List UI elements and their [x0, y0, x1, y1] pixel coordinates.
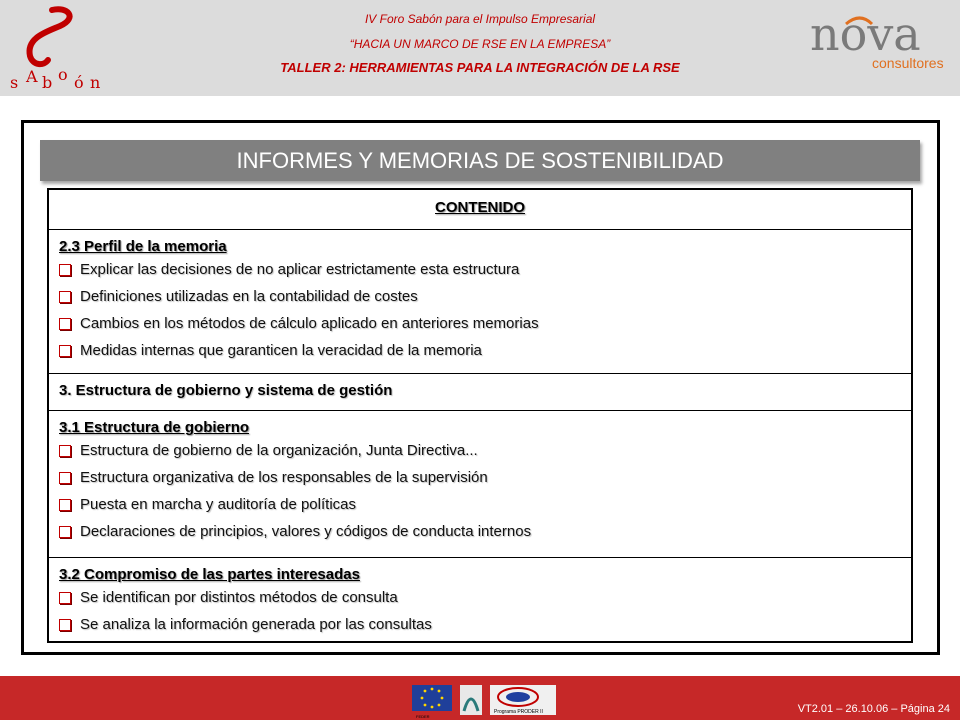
feder-label: FEDER — [416, 714, 430, 719]
section-row-3-1 — [49, 411, 911, 558]
section-row-3-2 — [49, 558, 911, 641]
list-item-text: Estructura de gobierno de la organización, Junta Directiva... — [80, 442, 478, 459]
checkbox-bullet-icon — [59, 318, 71, 330]
sabon-logo — [8, 4, 104, 92]
section-title: 3. Estructura de gobierno y sistema de gestión — [59, 382, 393, 399]
list-item — [59, 337, 911, 364]
logo-letter-a: A — [26, 67, 38, 86]
list-item — [59, 491, 911, 518]
content-table — [47, 188, 913, 643]
checkbox-bullet-icon — [59, 264, 71, 276]
checkbox-bullet-icon — [59, 619, 71, 631]
list-item — [59, 283, 911, 310]
list-item — [59, 611, 911, 638]
nova-logo — [808, 6, 956, 72]
list-item-text: Definiciones utilizadas en la contabilidad de costes — [80, 288, 418, 305]
logo-letter-n2: n — [90, 73, 101, 92]
section-title: 3.2 Compromiso de las partes interesadas — [59, 566, 360, 583]
section-title: 3.1 Estructura de gobierno — [59, 419, 250, 436]
list-item-text: Medidas internas que garanticen la veracidad de la memoria — [80, 342, 482, 359]
table-header-row — [49, 190, 911, 230]
proder-label: Programa PRODER II — [494, 709, 543, 715]
checkbox-bullet-icon — [59, 526, 71, 538]
checkbox-bullet-icon — [59, 291, 71, 303]
slide-title: INFORMES Y MEMORIAS DE SOSTENIBILIDAD — [40, 140, 920, 181]
list-item-text: Declaraciones de principios, valores y códigos de conducta internos — [80, 523, 532, 540]
list-item-text: Se analiza la información generada por las consultas — [80, 616, 432, 633]
list-item — [59, 437, 911, 464]
list-item-text: Cambios en los métodos de cálculo aplicado en anteriores memorias — [80, 315, 539, 332]
forum-subtitle: “HACIA UN MARCO DE RSE EN LA EMPRESA” — [349, 37, 611, 51]
list-item-text: Se identifican por distintos métodos de consulta — [80, 589, 398, 606]
list-item-text: Explicar las decisiones de no aplicar estrictamente esta estructura — [80, 261, 520, 278]
funding-logos — [410, 683, 560, 719]
list-item-text: Estructura organizativa de los responsables de la supervisión — [80, 469, 488, 486]
section-row-3 — [49, 374, 911, 411]
list-item — [59, 464, 911, 491]
forum-title: IV Foro Sabón para el Impulso Empresarial — [364, 12, 596, 26]
logo-letter-o1: o — [58, 65, 68, 84]
checkbox-bullet-icon — [59, 592, 71, 604]
logo-letter-s: s — [10, 73, 19, 92]
list-item — [59, 518, 911, 545]
list-item-text: Puesta en marcha y auditoría de políticas — [80, 496, 356, 513]
checkbox-bullet-icon — [59, 445, 71, 457]
header-text-block — [200, 12, 760, 76]
section-row-2-3 — [49, 230, 911, 374]
checkbox-bullet-icon — [59, 499, 71, 511]
nova-logo-text: nova — [810, 7, 921, 61]
list-item — [59, 256, 911, 283]
checkbox-bullet-icon — [59, 472, 71, 484]
list-item — [59, 310, 911, 337]
section-title: 2.3 Perfil de la memoria — [59, 238, 227, 255]
logo-letter-n: ó — [74, 73, 84, 92]
checkbox-bullet-icon — [59, 345, 71, 357]
page-number: VT2.01 – 26.10.06 – Página 24 — [797, 703, 950, 715]
nova-logo-subtext: consultores — [872, 55, 944, 71]
table-header: CONTENIDO — [435, 199, 525, 216]
workshop-title: TALLER 2: HERRAMIENTAS PARA LA INTEGRACIÓN DE LA RSE — [280, 60, 680, 75]
list-item — [59, 584, 911, 611]
logo-letter-b: b — [42, 73, 53, 92]
